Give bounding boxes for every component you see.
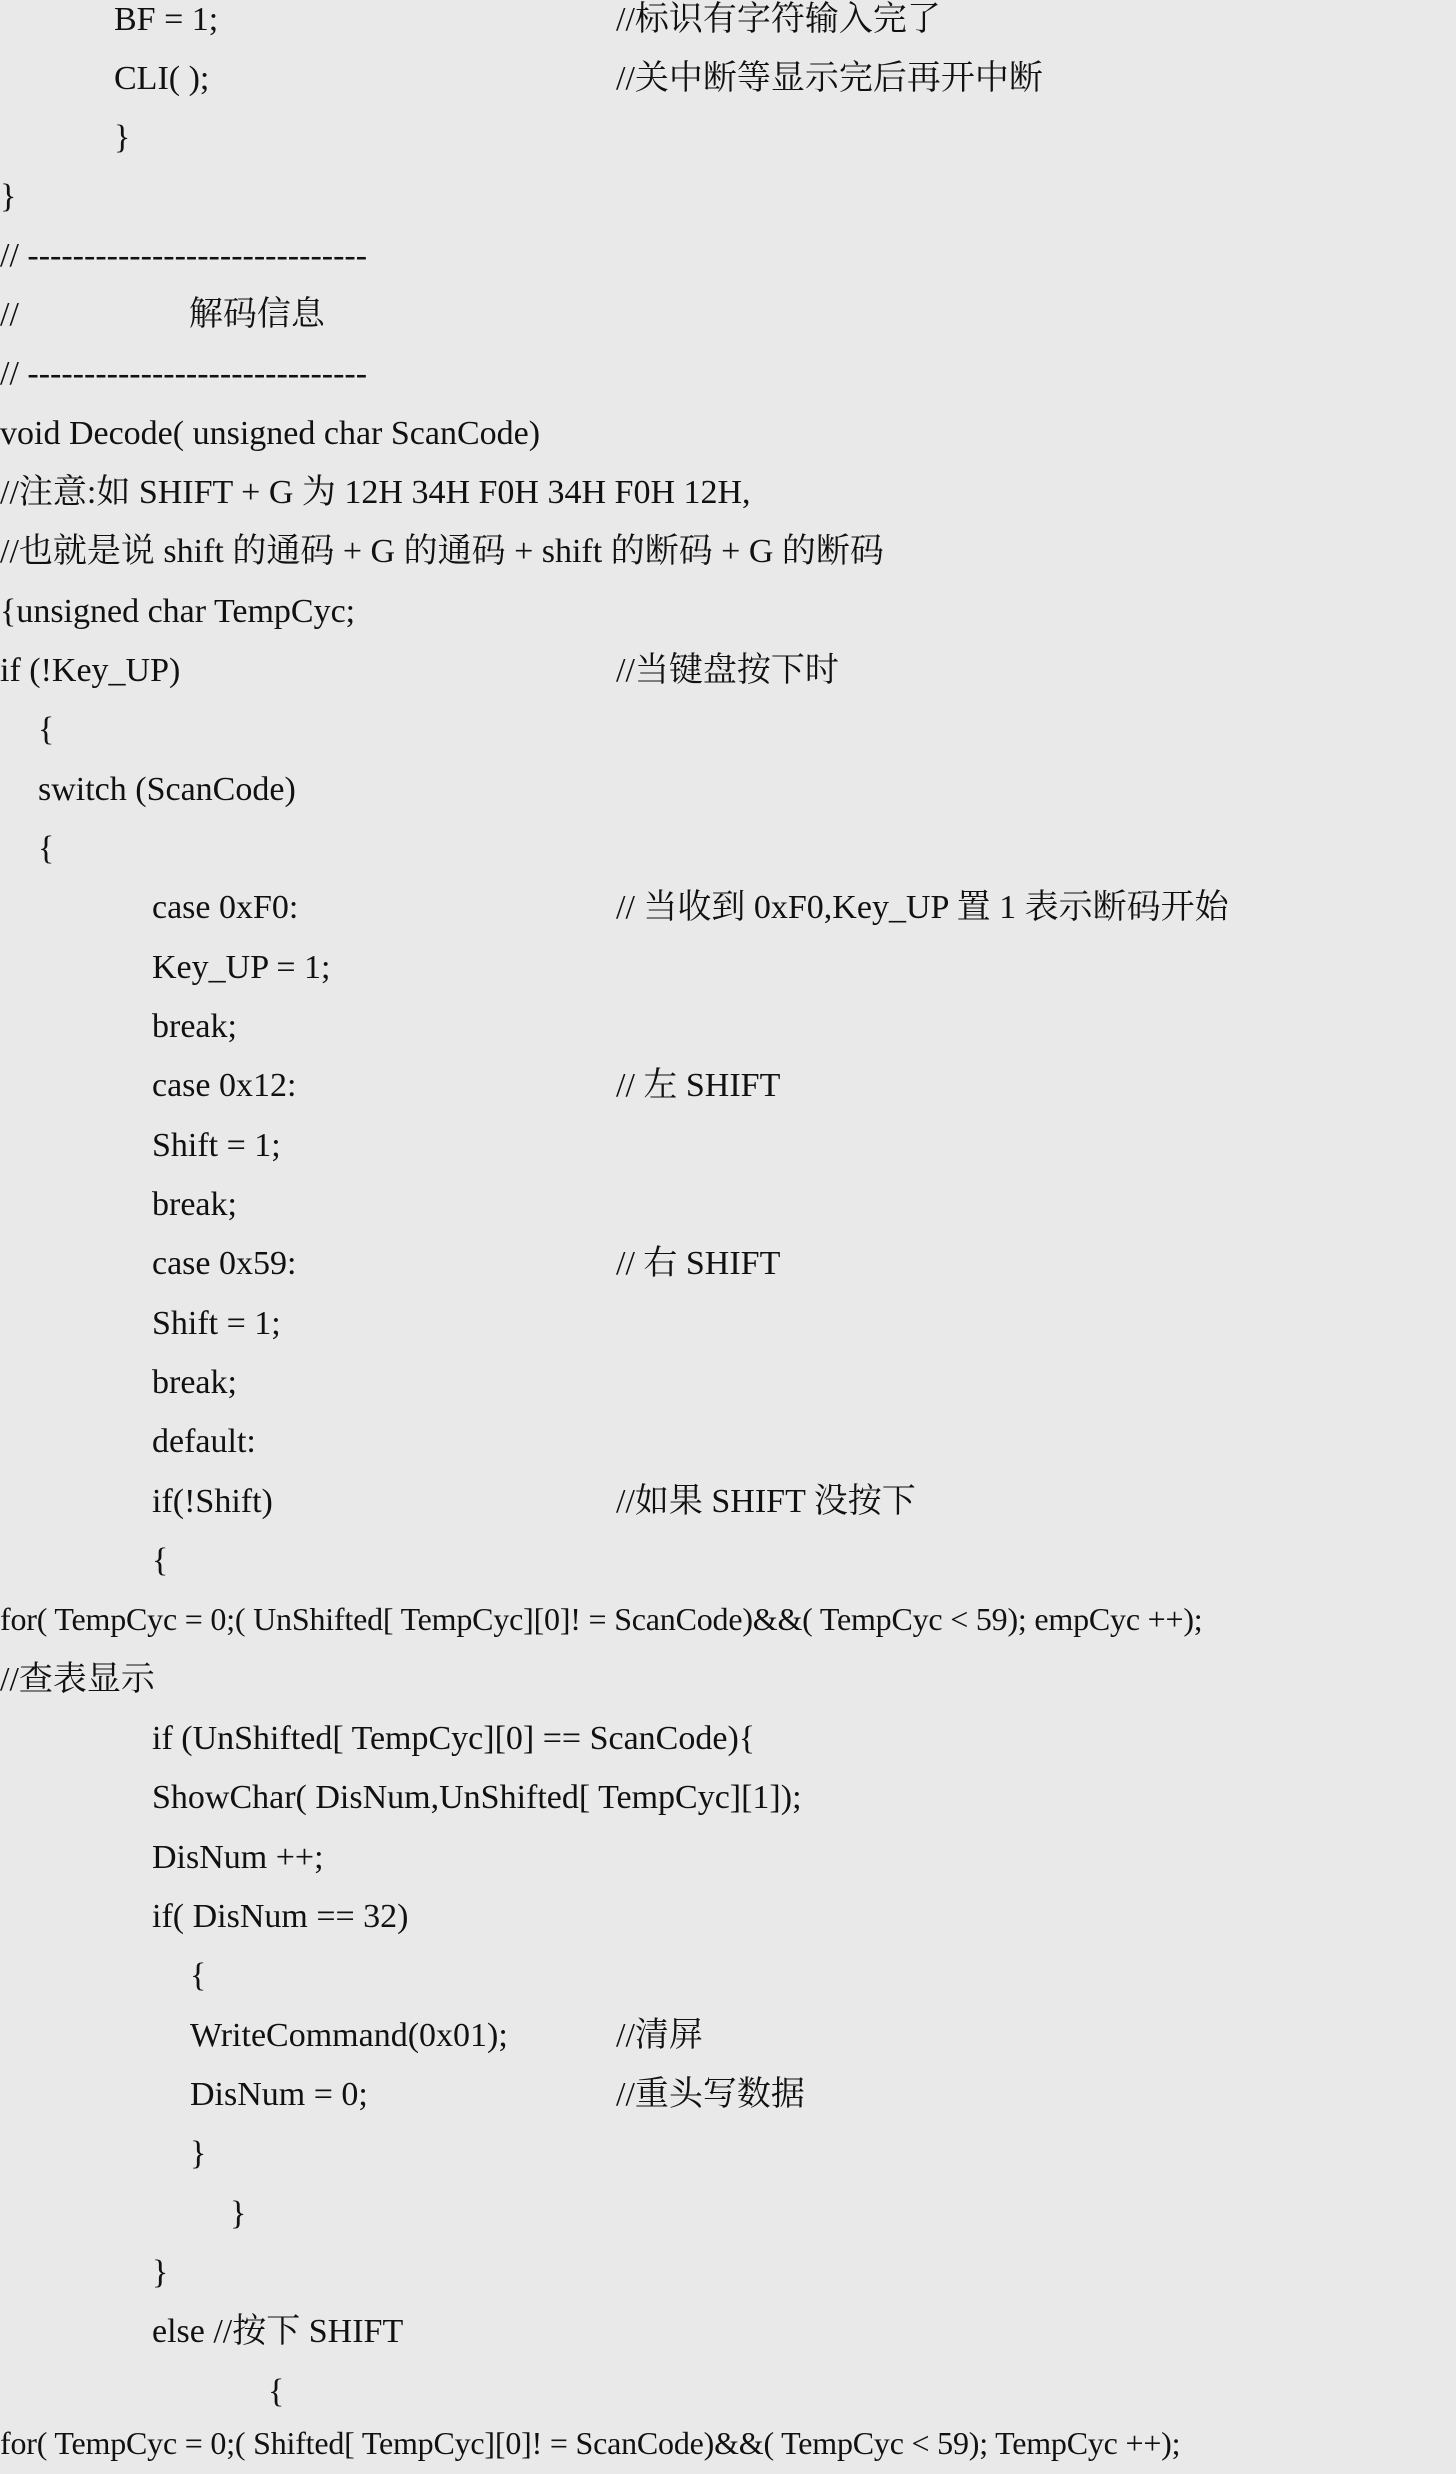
code-line [0,1709,1456,1768]
code-line [0,2243,1456,2302]
code-text: for( TempCyc = 0;( UnShifted[ TempCyc][0]! = ScanCode)&&( TempCyc < 59); empCyc ++); [0,1601,1203,1637]
code-line [0,1234,1456,1293]
code-line [0,2006,1456,2065]
code-text: { [190,1957,207,1994]
code-line [0,49,1456,108]
code-text: { [152,1542,169,1579]
code-comment: //如果 SHIFT 没按下 [616,1483,916,1520]
code-text: switch (ScanCode) [38,771,296,808]
code-text: CLI( ); [114,60,210,97]
code-line [0,641,1456,700]
code-text: // ------------------------------ [0,355,368,392]
code-text: //注意:如 SHIFT + G 为 12H 34H F0H 34H F0H 12H, [0,474,751,511]
code-line [0,2065,1456,2124]
code-text: { [38,830,55,867]
code-comment: //清屏 [616,2017,703,2054]
code-text: default: [152,1423,256,1460]
code-text: } [152,2254,169,2291]
code-line [0,938,1456,997]
code-text: } [190,2135,207,2172]
code-line [0,997,1456,1056]
code-text: Shift = 1; [152,1305,281,1342]
code-text: if(!Shift) [152,1483,273,1520]
code-text: WriteCommand(0x01); [190,2017,508,2054]
code-line [0,2414,1456,2473]
code-text: Shift = 1; [152,1127,281,1164]
code-line [0,2362,1456,2421]
code-text: // ------------------------------ [0,237,368,274]
code-line [0,2302,1456,2361]
code-comment: // 左 SHIFT [616,1067,781,1104]
code-line [0,0,1456,49]
code-line [0,1472,1456,1531]
code-line [0,1353,1456,1412]
code-line [0,463,1456,522]
code-text: // 解码信息 [0,296,325,333]
code-comment: //关中断等显示完后再开中断 [616,60,1043,97]
code-line [0,2124,1456,2183]
code-text: if( DisNum == 32) [152,1898,409,1935]
code-line [0,760,1456,819]
code-text: if (UnShifted[ TempCyc][0] == ScanCode){ [152,1720,756,1757]
code-line [0,819,1456,878]
code-line [0,1056,1456,1115]
code-text: break; [152,1364,237,1401]
code-line [0,700,1456,759]
code-line [0,1590,1456,1649]
code-text: void Decode( unsigned char ScanCode) [0,415,541,452]
code-text: } [230,2195,247,2232]
code-text: DisNum ++; [152,1839,324,1876]
code-text: { [38,711,55,748]
code-comment: // 右 SHIFT [616,1245,781,1282]
code-text: DisNum = 0; [190,2076,368,2113]
code-text: case 0xF0: [152,889,299,926]
code-text: Key_UP = 1; [152,949,331,986]
code-text: break; [152,1186,237,1223]
code-line [0,226,1456,285]
code-text: break; [152,1008,237,1045]
code-text: for( TempCyc = 0;( Shifted[ TempCyc][0]! = ScanCode)&&( TempCyc < 59); TempCyc ++); [0,2425,1181,2461]
code-text: case 0x12: [152,1067,297,1104]
code-line [0,1116,1456,1175]
code-text: BF = 1; [114,1,219,38]
code-line [0,404,1456,463]
code-line [0,167,1456,226]
code-comment: // 当收到 0xF0,Key_UP 置 1 表示断码开始 [616,889,1229,926]
code-line [0,1175,1456,1234]
code-text: { [268,2373,285,2410]
code-line [0,285,1456,344]
code-line [0,582,1456,641]
code-line [0,344,1456,403]
code-comment: //当键盘按下时 [616,652,839,689]
code-line [0,1531,1456,1590]
code-line [0,1828,1456,1887]
code-text: case 0x59: [152,1245,297,1282]
code-line [0,2184,1456,2243]
code-line [0,1294,1456,1353]
code-text: ShowChar( DisNum,UnShifted[ TempCyc][1]); [152,1779,802,1816]
code-line [0,1946,1456,2005]
code-line [0,1768,1456,1827]
code-text: //查表显示 [0,1661,155,1698]
code-text: {unsigned char TempCyc; [0,593,356,630]
code-line [0,1412,1456,1471]
code-line [0,1650,1456,1709]
code-comment: //标识有字符输入完了 [616,1,941,38]
code-line [0,1887,1456,1946]
code-comment: //重头写数据 [616,2076,805,2113]
code-line [0,878,1456,937]
code-line [0,108,1456,167]
code-text: } [0,178,17,215]
code-text: if (!Key_UP) [0,652,181,689]
code-text: } [114,119,131,156]
code-text: else //按下 SHIFT [152,2313,404,2350]
code-text: //也就是说 shift 的通码 + G 的通码 + shift 的断码 + G 的断码 [0,533,884,570]
code-line [0,522,1456,581]
